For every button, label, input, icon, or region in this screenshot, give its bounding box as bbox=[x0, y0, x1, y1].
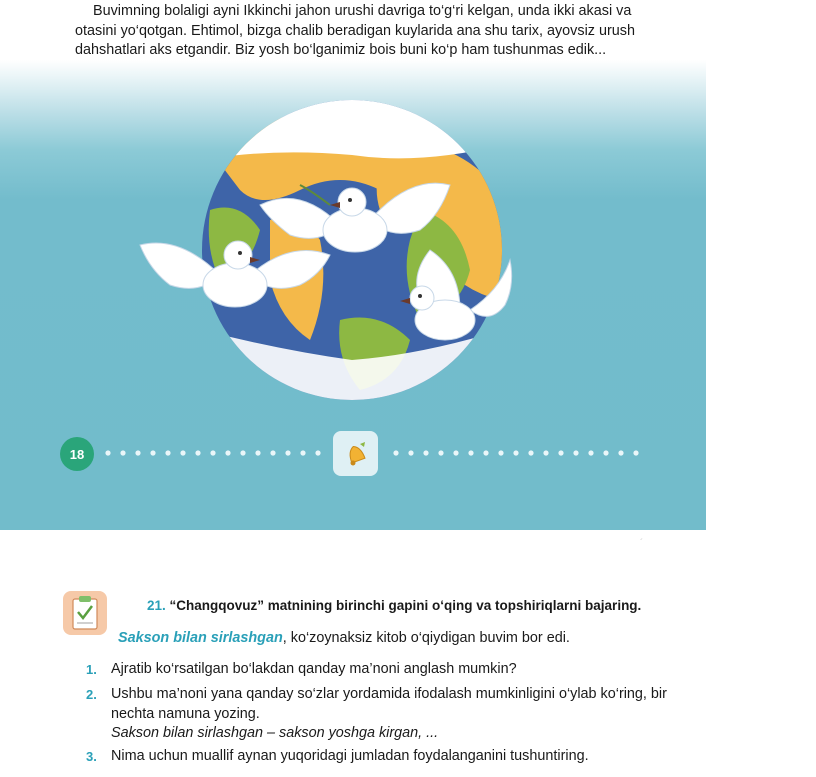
dotted-divider-left bbox=[104, 449, 329, 457]
intro-line: dahshatlari aks etgandir. Biz yosh bo‘lganimiz bois buni ko‘p ham tushunmas edik... bbox=[75, 42, 607, 58]
clipboard-check-icon bbox=[62, 590, 108, 636]
task-title bbox=[147, 598, 641, 613]
question-example: Sakson bilan sirlashgan – sakson yoshga kirgan, ... bbox=[111, 725, 439, 741]
question-text: Nima uchun muallif aynan yuqoridagi jumladan foydalanganini tushuntiring. bbox=[111, 748, 589, 764]
bell-icon bbox=[341, 439, 371, 469]
dotted-divider-right bbox=[392, 449, 642, 457]
question-3 bbox=[86, 747, 686, 767]
question-text: Ajratib ko‘rsatilgan bo‘lakdan qanday ma’noni anglash mumkin? bbox=[111, 661, 517, 677]
task-title-text: “Changqovuz” matnining birinchi gapini o‘qing va topshiriqlarni bajaring. bbox=[169, 598, 642, 613]
bell-badge bbox=[333, 431, 378, 476]
task-sentence bbox=[118, 630, 570, 646]
page-number-badge: 18 bbox=[60, 437, 94, 471]
question-number: 1. bbox=[86, 662, 97, 677]
page-mark: ´ bbox=[640, 538, 644, 549]
globe-doves-illustration bbox=[120, 100, 530, 420]
question-number: 2. bbox=[86, 687, 97, 702]
intro-line: Buvimning bolaligi ayni Ikkinchi jahon urushi davriga to‘g‘ri kelgan, unda ikki akasi va bbox=[93, 3, 632, 19]
question-number: 3. bbox=[86, 749, 97, 764]
question-text: Ushbu ma’noni yana qanday so‘zlar yordamida ifodalash mumkinligini o‘ylab ko‘ring, bir nechta namuna yozing. bbox=[111, 686, 667, 722]
question-2 bbox=[86, 685, 686, 744]
highlighted-phrase: Sakson bilan sirlashgan bbox=[118, 630, 283, 646]
intro-line: otasini yo‘qotgan. Ehtimol, bizga chalib beradigan kuylarida ana shu tarix, ayovsiz urush bbox=[75, 22, 635, 39]
question-1 bbox=[86, 660, 666, 680]
sentence-rest: , ko‘zoynaksiz kitob o‘qiydigan buvim bor edi. bbox=[282, 630, 570, 646]
task-number: 21. bbox=[147, 598, 166, 613]
intro-paragraph bbox=[75, 2, 635, 61]
